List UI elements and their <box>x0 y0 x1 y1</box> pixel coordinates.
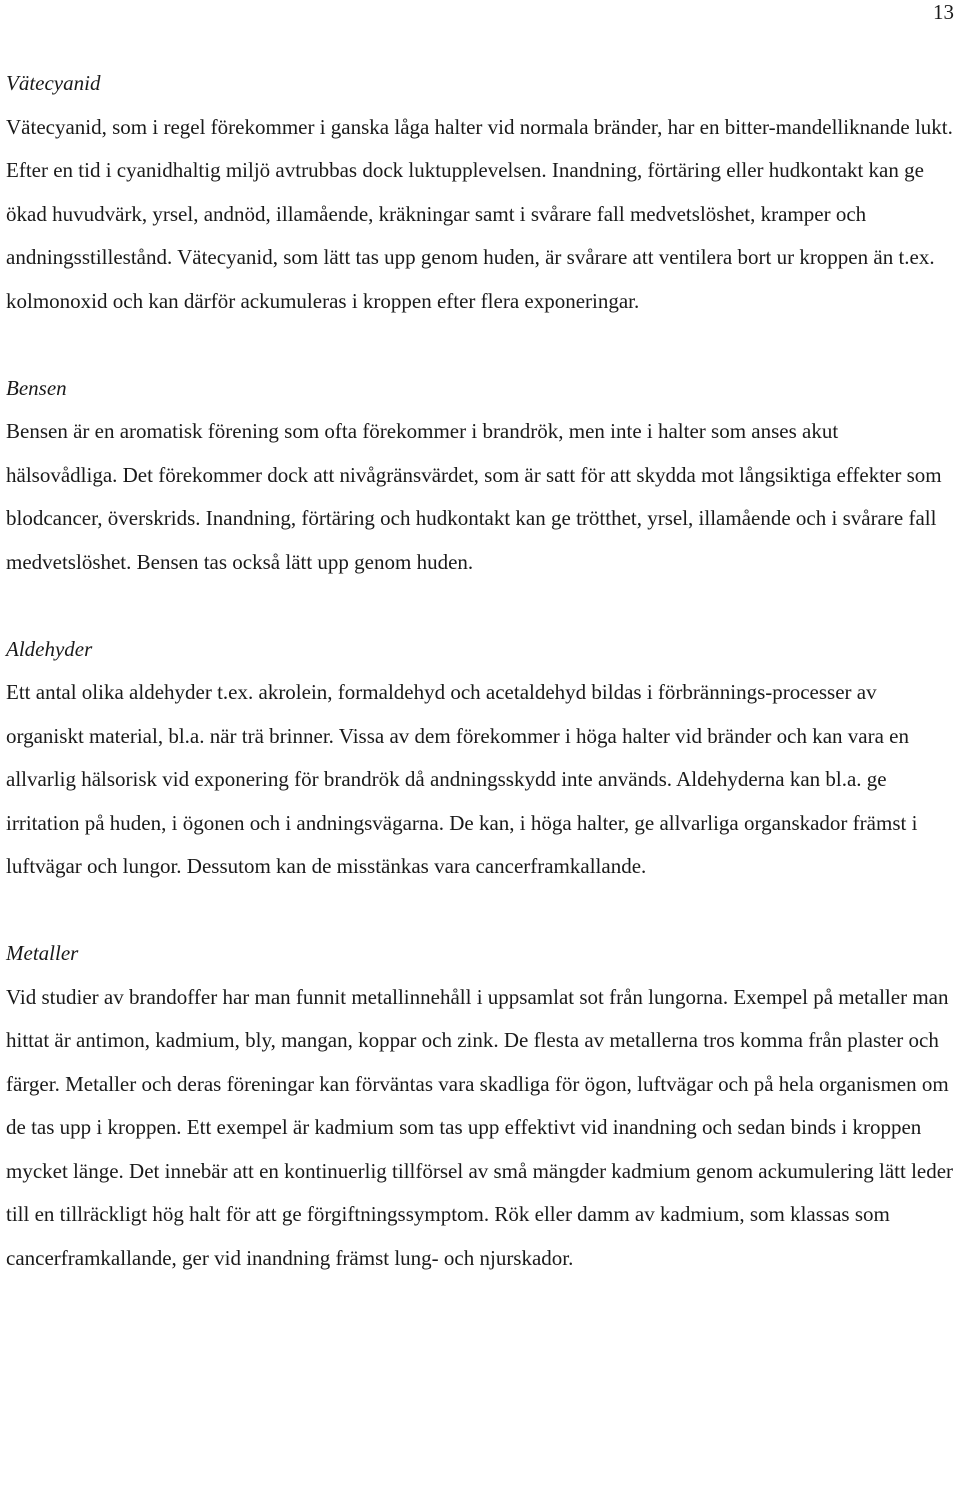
section-paragraph: Bensen är en aromatisk förening som ofta förekommer i brandrök, men inte i halter som anses akut hälsovådliga. Det förekommer dock att nivågränsvärdet, som är satt för att skydda mot långsiktiga effekter som blodcancer, överskrids. Inandning, förtäring och hudkontakt kan ge trötthet, yrsel, illamående och i svårare fall medvetslöshet. Bensen tas också lätt upp genom huden. <box>6 419 942 574</box>
section-heading: Vätecyanid <box>6 71 101 95</box>
section-metaller <box>6 932 954 1280</box>
section-paragraph: Vid studier av brandoffer har man funnit metallinnehåll i uppsamlat sot från lungorna. Exempel på metaller man hittat är antimon, kadmium, bly, mangan, koppar och zink. De flesta av metallerna tros komma från plaster och färger. Metaller och deras föreningar kan förväntas vara skadliga för ögon, luftvägar och på hela organismen om de tas upp i kroppen. Ett exempel är kadmium som tas upp effektivt vid inandning och sedan binds i kroppen mycket länge. Det innebär att en kontinuerlig tillförsel av små mängder kadmium genom ackumulering lätt leder till en tillräckligt hög halt för att ge förgiftningssymptom. Rök eller damm av kadmium, som klassas som cancerframkallande, ger vid inandning främst lung- och njurskador. <box>6 984 954 1270</box>
section-paragraph: Vätecyanid, som i regel förekommer i ganska låga halter vid normala bränder, har en bitter-mandelliknande lukt. Efter en tid i cyanidhaltig miljö avtrubbas dock luktupplevelsen. Inandning, förtäring eller hudkontakt kan ge ökad huvudvärk, yrsel, andnöd, illamående, kräkningar samt i svårare fall medvetslöshet, kramper och andningsstillestånd. Vätecyanid, som lätt tas upp genom huden, är svårare att ventilera bort ur kroppen än t.ex. kolmonoxid och kan därför ackumuleras i kroppen efter flera exponeringar. <box>6 114 953 313</box>
section-bensen <box>6 367 954 585</box>
section-paragraph: Ett antal olika aldehyder t.ex. akrolein, formaldehyd och acetaldehyd bildas i förbrännings-processer av organiskt material, bl.a. när trä brinner. Vissa av dem förekommer i höga halter vid bränder och kan vara en allvarlig hälsorisk vid exponering för brandrök då andningsskydd inte används. Aldehyderna kan bl.a. ge irritation på huden, i ögonen och i andningsvägarna. De kan, i höga halter, ge allvarliga organskador främst i luftvägar och lungor. Dessutom kan de misstänkas vara cancerframkallande. <box>6 680 918 878</box>
section-aldehyder <box>6 628 954 889</box>
section-heading: Metaller <box>6 941 79 965</box>
section-spacer <box>6 889 954 933</box>
section-heading: Bensen <box>6 375 67 400</box>
section-spacer <box>6 323 954 367</box>
section-heading: Aldehyder <box>6 636 93 661</box>
section-spacer <box>6 584 954 628</box>
page-number: 13 <box>933 0 954 24</box>
document-body <box>6 62 954 1280</box>
section-vatecyanid <box>6 62 954 323</box>
